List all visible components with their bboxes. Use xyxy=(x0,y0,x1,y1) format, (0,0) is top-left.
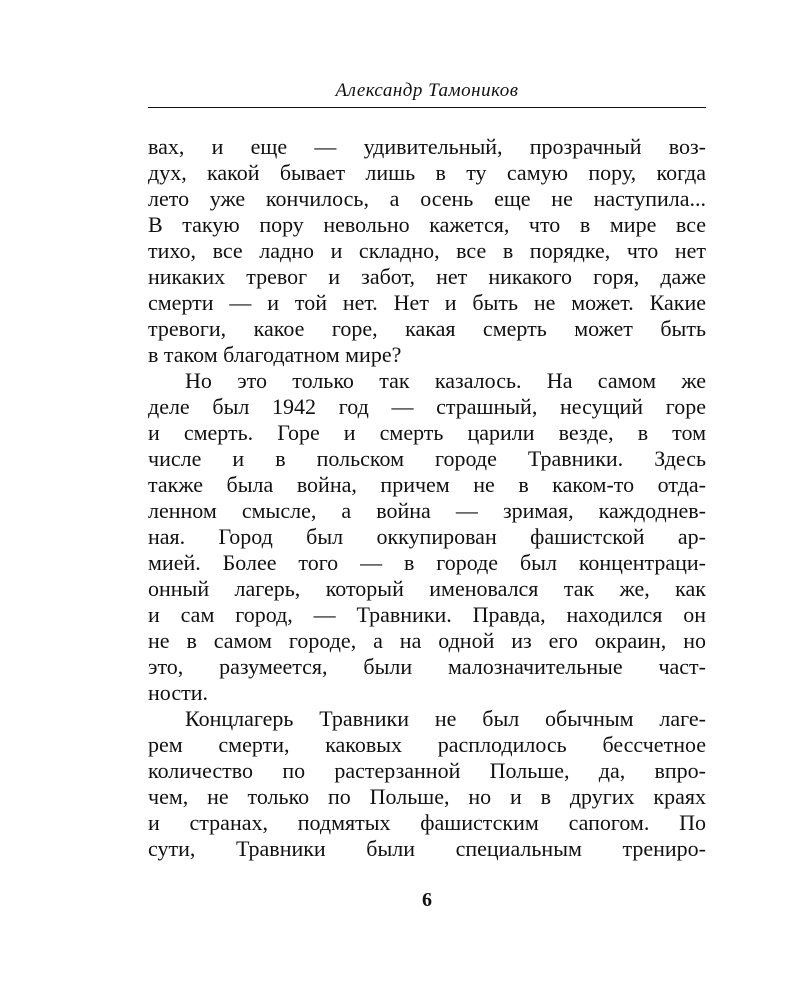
text-line: и сам город, — Травники. Правда, находился он xyxy=(148,602,706,627)
text-line: смерти — и той нет. Нет и быть не может. Какие xyxy=(148,290,706,315)
text-line: ности. xyxy=(148,680,208,705)
text-line: деле был 1942 год — страшный, несущий горе xyxy=(148,394,706,419)
text-line: тревоги, какое горе, какая смерть может быть xyxy=(148,316,706,341)
text-line: мией. Более того — в городе был концентраци- xyxy=(148,550,706,575)
text-line: числе и в польском городе Травники. Здесь xyxy=(148,446,706,471)
text-line: дух, какой бывает лишь в ту самую пору, когда xyxy=(148,160,706,185)
text-line: в таком благодатном мире? xyxy=(148,342,402,367)
text-line: сути, Травники были специальным трениро- xyxy=(148,836,706,861)
paragraph-start-line: Концлагерь Травники не был обычным лаге- xyxy=(185,706,706,731)
text-line: чем, не только по Польше, но и в других краях xyxy=(148,784,706,809)
text-line: и странах, подмятых фашистским сапогом. По xyxy=(148,810,706,835)
running-head-author: Александр Тамоников xyxy=(335,80,519,101)
text-line: ленном смысле, а война — зримая, каждоднев- xyxy=(148,498,706,523)
text-line: и смерть. Горе и смерть царили везде, в том xyxy=(148,420,706,445)
text-line: не в самом городе, а на одной из его окраин, но xyxy=(148,628,706,653)
body-text xyxy=(148,134,706,862)
text-line: онный лагерь, который именовался так же, как xyxy=(148,576,706,601)
text-line: ная. Город был оккупирован фашистской ар- xyxy=(148,524,706,549)
page-number: 6 xyxy=(422,889,432,911)
text-line: количество по растерзанной Польше, да, впро- xyxy=(148,758,706,783)
text-line: никаких тревог и забот, нет никакого горя, даже xyxy=(148,264,706,289)
paragraph-start-line: Но это только так казалось. На самом же xyxy=(185,368,706,393)
header-rule xyxy=(148,107,706,108)
text-line: рем смерти, каковых расплодилось бессчетное xyxy=(148,732,706,757)
text-line: это, разумеется, были малозначительные част- xyxy=(148,654,706,679)
text-line: В такую пору невольно кажется, что в мире все xyxy=(148,212,706,237)
text-line: также была война, причем не в каком-то отда- xyxy=(148,472,706,497)
text-line: лето уже кончилось, а осень еще не наступила... xyxy=(148,186,706,211)
text-line: тихо, все ладно и складно, все в порядке, что нет xyxy=(148,238,706,263)
text-line: вах, и еще — удивительный, прозрачный воз- xyxy=(148,134,706,159)
